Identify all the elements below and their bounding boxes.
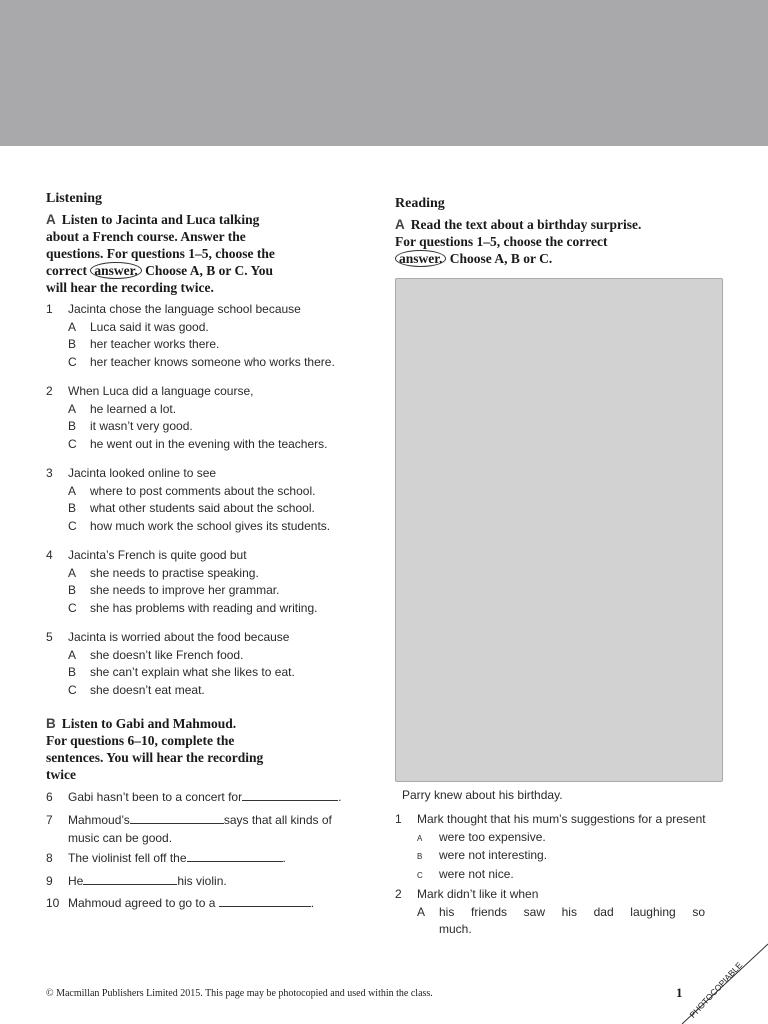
gap-question-7: 7 Mahmoud’s says that all kinds of music can be good. [46,813,332,845]
gap-question-9: 9 He his violin. [46,874,227,888]
photocopiable-corner [660,940,768,1024]
reading-text-end: Parry knew about his birthday. [402,788,563,802]
answer-gap[interactable] [219,894,311,907]
listening-question-2: 2 When Luca did a language course, A he learned a lot. B it wasn’t very good. C he went out in the evening with the teachers. [46,384,328,451]
gap-question-6: 6 Gabi hasn’t been to a concert for . [46,790,342,804]
listening-question-5: 5 Jacinta is worried about the food because A she doesn’t like French food. B she can’t explain what she likes to eat. C she doesn’t eat meat. [46,630,295,697]
listening-part-b-instructions: B Listen to Gabi and Mahmoud. For questions 6–10, complete the sentences. You will hear the recording twice [46,716,264,782]
part-letter: B [46,716,56,731]
copyright-notice: © Macmillan Publishers Limited 2015. This page may be photocopied and used within the class. [46,988,433,999]
answer-gap[interactable] [187,849,283,862]
page-number: 1 [676,985,683,1000]
answer-gap[interactable] [130,811,224,824]
listening-title: Listening [46,191,103,206]
gap-question-8: 8 The violinist fell off the . [46,851,286,865]
circled-word: answer. [90,262,141,279]
listening-question-1: 1 Jacinta chose the language school because A Luca said it was good. B her teacher works there. C her teacher knows someone who works there. [46,302,335,369]
gap-question-10: 10 Mahmoud agreed to go to a . [46,896,315,910]
listening-part-a-instructions: A Listen to Jacinta and Luca talking about a French course. Answer the questions. For questions 1–5, choose the correct answer. Choose A, B or C. You will hear the recording twice. [46,212,275,295]
listening-question-3: 3 Jacinta looked online to see A where to post comments about the school. B what other students said about the school. C how much work the school gives its students. [46,466,331,533]
answer-gap[interactable] [83,872,177,885]
part-letter: A [46,212,56,227]
reading-question-2: 2 Mark didn’t like it when A his friends saw his dad laughing so much. [395,887,705,936]
listening-question-4: 4 Jacinta’s French is quite good but A she needs to practise speaking. B she needs to improve her grammar. C she has problems with reading and writing. [46,548,318,615]
photocopiable-label: PHOTOCOPIABLE [687,959,745,1020]
circled-word: answer. [395,250,446,267]
reading-part-a-instructions: A Read the text about a birthday surprise. For questions 1–5, choose the correct answer. Choose A, B or C. [395,217,642,266]
reading-text-box [395,278,723,782]
header-band [0,0,768,146]
reading-question-1: 1 Mark thought that his mum’s suggestions for a present A were too expensive. B were not interesting. C were not nice. [395,812,706,881]
answer-gap[interactable] [242,788,338,801]
reading-title: Reading [395,196,445,211]
part-letter: A [395,217,405,232]
